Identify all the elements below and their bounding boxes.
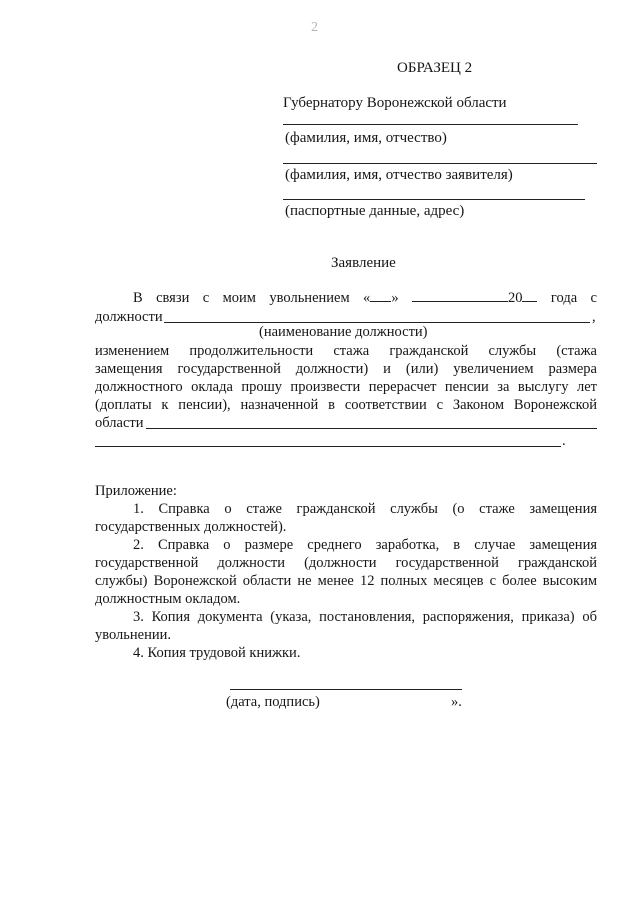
- attachment-line: 2. Справка о размере среднего заработка, в случае замещения: [133, 537, 597, 553]
- statement-line: должностного оклада прошу произвести перерасчет пенсии за выслугу лет: [95, 379, 597, 395]
- attachment-line: 4. Копия трудовой книжки.: [133, 645, 301, 661]
- passport-line: [283, 199, 585, 200]
- applicant-name-line: [283, 163, 597, 164]
- quote-close: »: [391, 290, 399, 306]
- addressee: Губернатору Воронежской области: [283, 95, 507, 111]
- continuation-blank-line: [95, 446, 561, 447]
- statement-line: изменением продолжительности стажа гражданской службы (стажа: [95, 343, 597, 359]
- attachment-line: 3. Копия документа (указа, постановления, распоряжения, приказа) об: [133, 609, 597, 625]
- day-blank: [370, 290, 391, 302]
- intro-start: В связи с моим увольнением «: [133, 290, 371, 306]
- intro-end: года с: [550, 290, 597, 306]
- signature-hint: (дата, подпись): [226, 694, 320, 710]
- attachment-line: 1. Справка о стаже гражданской службы (о стаже замещения: [133, 501, 597, 517]
- region-label: области: [95, 415, 144, 431]
- position-hint: (наименование должности): [259, 324, 428, 340]
- statement-line-intro: [133, 289, 597, 307]
- attachment-line: службы) Воронежской области не менее 12 полных месяцев с более высоким: [95, 573, 597, 589]
- region-blank-line: [146, 428, 597, 429]
- passport-hint: (паспортные данные, адрес): [285, 203, 465, 219]
- signature-closing: ».: [451, 694, 462, 710]
- page-number: 2: [311, 20, 318, 35]
- year-blank: [522, 290, 537, 302]
- applicant-name-hint: (фамилия, имя, отчество заявителя): [285, 167, 513, 183]
- position-comma: ,: [592, 309, 596, 325]
- final-period: .: [562, 433, 566, 449]
- attachment-line: увольнении.: [95, 627, 172, 643]
- attachment-line: государственной должности (должности государственной гражданской: [95, 555, 597, 571]
- document-title: Заявление: [331, 255, 396, 271]
- statement-line: (доплаты к пенсии), назначенной в соответствии с Законом Воронежской: [95, 397, 597, 413]
- official-name-hint: (фамилия, имя, отчество): [285, 130, 447, 146]
- attachment-line: государственных должностей).: [95, 519, 287, 535]
- position-label: должности: [95, 309, 163, 325]
- signature-line: [230, 689, 462, 690]
- month-blank: [412, 290, 508, 302]
- attachment-line: должностным окладом.: [95, 591, 241, 607]
- official-name-line: [283, 124, 578, 125]
- statement-line: замещения государственной должности) и (или) увеличением размера: [95, 361, 597, 377]
- year-prefix: 20: [507, 290, 523, 306]
- attachments-heading: Приложение:: [95, 483, 177, 499]
- sample-label: ОБРАЗЕЦ 2: [397, 60, 473, 76]
